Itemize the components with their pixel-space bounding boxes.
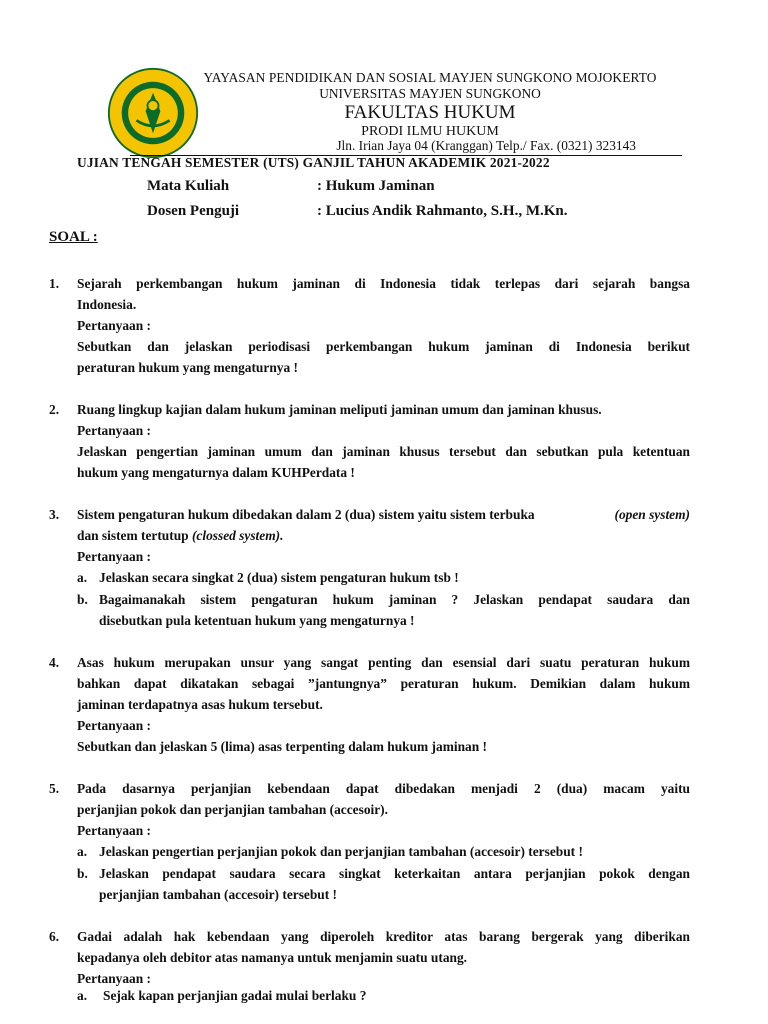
faculty-name: FAKULTAS HUKUM: [344, 102, 516, 123]
question-number: 5.: [49, 781, 60, 796]
question-text-line: Indonesia.: [77, 297, 137, 312]
sub-question-b: Bagaimanakah sistem pengaturan hukum jaminan ? Jelaskan pendapat saudara dan: [99, 592, 690, 607]
question-term: (open system): [614, 507, 690, 522]
pertanyaan-label: Pertanyaan :: [77, 549, 152, 564]
exam-title: UJIAN TENGAH SEMESTER (UTS) GANJIL TAHUN AKADEMIK 2021-2022: [77, 155, 550, 170]
sub-marker: a.: [77, 570, 88, 585]
question-text-line: Gadai adalah hak kebendaan yang diperoleh kreditor atas barang bergerak yang diberikan: [77, 929, 690, 944]
question-number: 1.: [49, 276, 60, 291]
question-text-line: Sejarah perkembangan hukum jaminan di Indonesia tidak terlepas dari sejarah bangsa: [77, 276, 690, 291]
question-number: 4.: [49, 655, 60, 670]
program-name: PRODI ILMU HUKUM: [361, 124, 499, 139]
pertanyaan-label: Pertanyaan :: [77, 318, 152, 333]
sub-question-b-cont: perjanjian tambahan (accesoir) tersebut !: [99, 887, 338, 902]
sub-marker: a.: [77, 988, 88, 1003]
pertanyaan-label: Pertanyaan :: [77, 823, 152, 838]
address-line: Jln. Irian Jaya 04 (Kranggan) Telp./ Fax. (0321) 323143: [336, 138, 636, 153]
question-text: dan sistem tertutup: [77, 528, 189, 543]
pertanyaan-label: Pertanyaan :: [77, 718, 152, 733]
question-text: Sistem pengaturan hukum dibedakan dalam 2 (dua) sistem yaitu sistem terbuka: [77, 507, 535, 522]
pertanyaan-label: Pertanyaan :: [77, 423, 152, 438]
question-number: 6.: [49, 929, 60, 944]
question-text-line: jaminan terdapatnya asas hukum tersebut.: [77, 697, 323, 712]
question-text-line: hukum yang mengaturnya dalam KUHPerdata !: [77, 465, 355, 480]
soal-heading: SOAL :: [49, 229, 98, 245]
question-text-line: [77, 528, 283, 544]
question-text-line: Jelaskan pengertian jaminan umum dan jaminan khusus tersebut dan sebutkan pula ketentuan: [77, 444, 690, 459]
course-value: : Hukum Jaminan: [317, 178, 435, 194]
sub-question-b: Jelaskan pendapat saudara secara singkat keterkaitan antara perjanjian pokok dengan: [99, 866, 690, 881]
question-text-line: kepadanya oleh debitor atas namanya untuk menjamin suatu utang.: [77, 950, 468, 965]
sub-question-b-cont: disebutkan pula ketentuan hukum yang mengaturnya !: [99, 613, 415, 628]
question-text-line: Sebutkan dan jelaskan periodisasi perkembangan hukum jaminan di Indonesia berikut: [77, 339, 690, 354]
foundation-name: YAYASAN PENDIDIKAN DAN SOSIAL MAYJEN SUNGKONO MOJOKERTO: [203, 70, 657, 85]
question-number: 2.: [49, 402, 60, 417]
lecturer-value: : Lucius Andik Rahmanto, S.H., M.Kn.: [317, 203, 568, 219]
question-term: (clossed system).: [191, 528, 284, 543]
question-text-line: perjanjian pokok dan perjanjian tambahan (accesoir).: [77, 802, 388, 817]
question-text-line: peraturan hukum yang mengaturnya !: [77, 360, 298, 375]
sub-marker: a.: [77, 844, 88, 859]
question-number: 3.: [49, 507, 60, 522]
question-text-line: [77, 507, 690, 523]
university-name: UNIVERSITAS MAYJEN SUNGKONO: [319, 86, 541, 101]
sub-marker: b.: [77, 592, 88, 607]
course-label: Mata Kuliah: [147, 178, 230, 194]
lecturer-label: Dosen Penguji: [147, 203, 240, 219]
question-text-line: Pada dasarnya perjanjian kebendaan dapat dibedakan menjadi 2 (dua) macam yaitu: [77, 781, 690, 796]
sub-question-a: Jelaskan secara singkat 2 (dua) sistem pengaturan hukum tsb !: [99, 570, 459, 585]
question-text-line: bahkan dapat dikatakan sebagai ”jantungnya” peraturan hukum. Demikian dalam hukum: [77, 676, 690, 691]
pertanyaan-label: Pertanyaan :: [77, 971, 152, 986]
sub-question-a: Jelaskan pengertian perjanjian pokok dan perjanjian tambahan (accesoir) tersebut !: [99, 844, 583, 859]
sub-question-a: Sejak kapan perjanjian gadai mulai berlaku ?: [103, 988, 367, 1003]
sub-marker: b.: [77, 866, 88, 881]
question-text-line: Sebutkan dan jelaskan 5 (lima) asas terpenting dalam hukum jaminan !: [77, 739, 487, 754]
question-text-line: Ruang lingkup kajian dalam hukum jaminan meliputi jaminan umum dan jaminan khusus.: [77, 402, 602, 417]
question-text-line: Asas hukum merupakan unsur yang sangat penting dan esensial dari suatu peraturan hukum: [77, 655, 690, 670]
